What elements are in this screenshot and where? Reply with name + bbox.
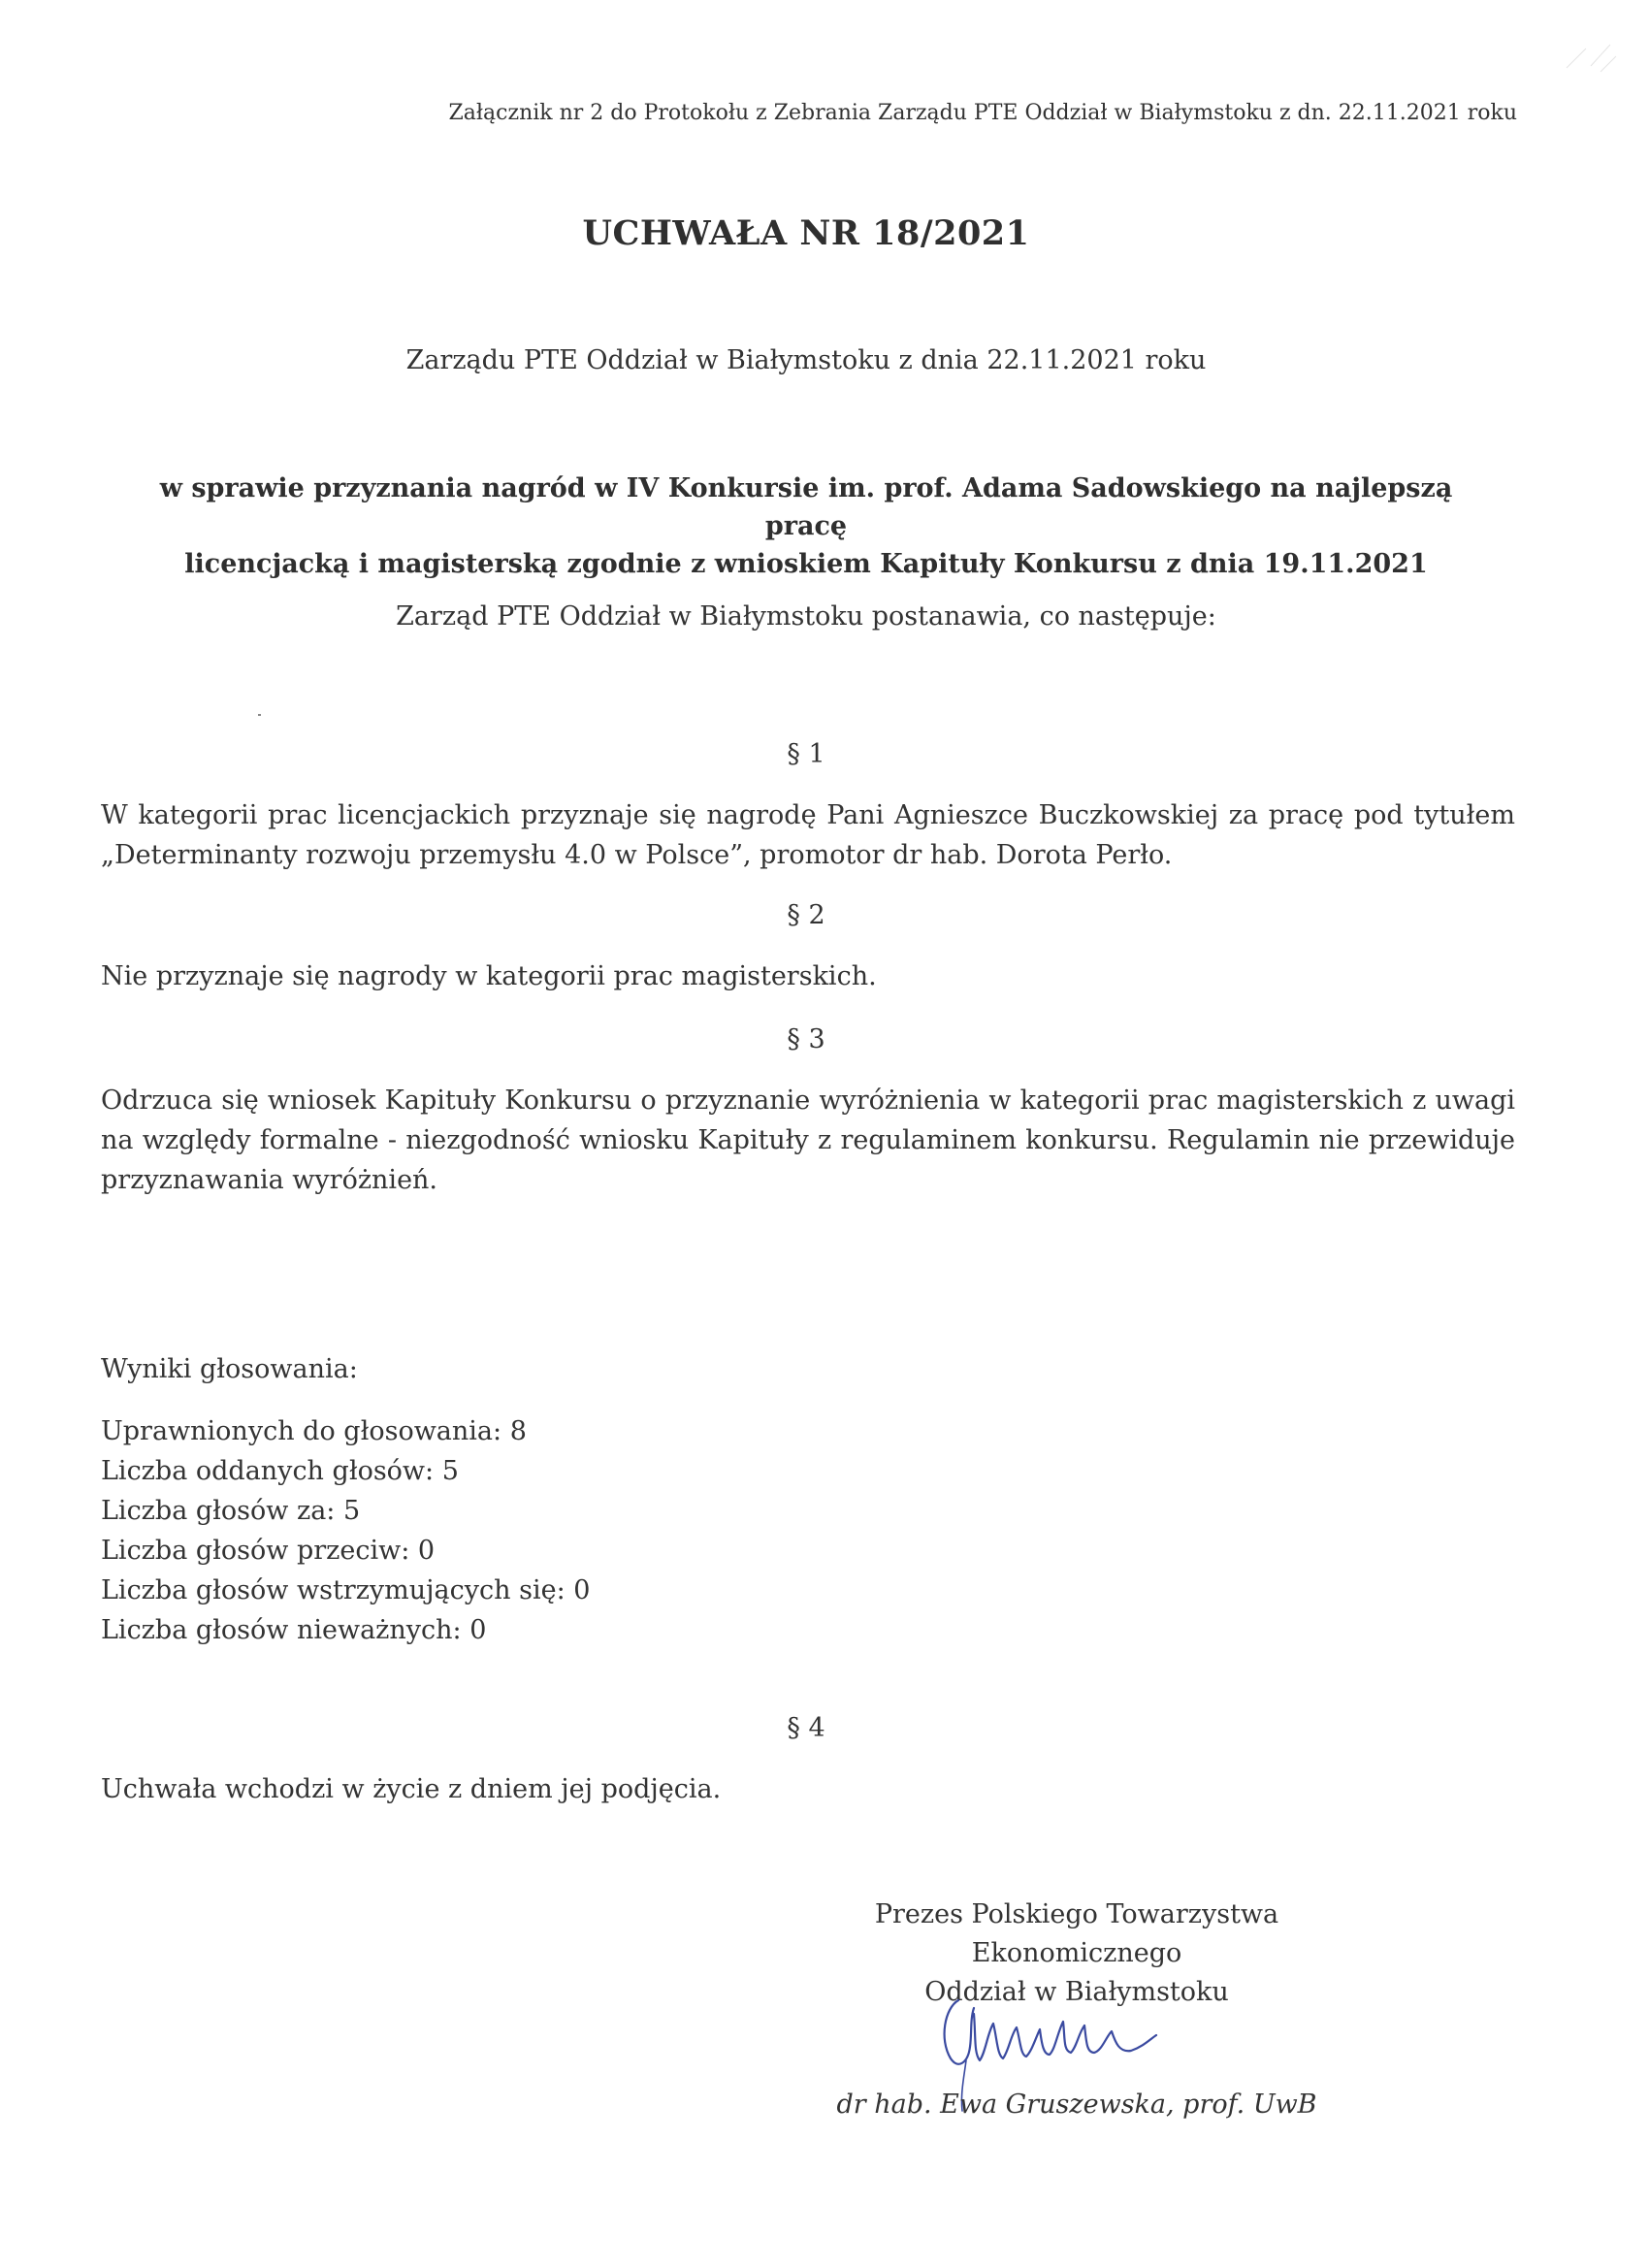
voting-line: Liczba głosów wstrzymujących się: 0 [101,1575,591,1605]
subject-line-2: licencjacką i magisterską zgodnie z wnioskiem Kapituły Konkursu z dnia 19.11.2021 [184,549,1428,579]
section-4-text: Uchwała wchodzi w życie z dniem jej podjęcia. [101,1774,722,1804]
scan-artifact [1562,39,1620,78]
voting-line: Liczba głosów przeciw: 0 [101,1536,436,1566]
section-3-text: Odrzuca się wniosek Kapituły Konkursu o przyznanie wyróżnienia w kategorii prac magisterskich z uwagi na względy formalne - niezgodność wniosku Kapituły z regulaminem konkursu. Regulamin nie przewiduje przyznawania wyróżnień. [101,1085,1515,1195]
voting-heading: Wyniki głosowania: [101,1354,358,1384]
subject-line-1: w sprawie przyznania nagród w IV Konkursie im. prof. Adama Sadowskiego na najlepszą pracę [159,473,1453,541]
attachment-note: Załącznik nr 2 do Protokołu z Zebrania Zarządu PTE Oddział w Białymstoku z dn. 22.11.2021 roku [448,101,1517,125]
resolution-subject [136,470,1476,583]
section-1-sign: § 1 [787,739,825,769]
resolution-subtitle: Zarządu PTE Oddział w Białymstoku z dnia 22.11.2021 roku [405,345,1207,375]
section-2-sign: § 2 [787,900,825,930]
section-1-text: W kategorii prac licencjackich przyznaje się nagrodę Pani Agnieszce Buczkowskiej za pracę pod tytułem „Determinanty rozwoju przemysłu 4.0 w Polsce”, promotor dr hab. Dorota Perło. [101,800,1515,870]
voting-line: Liczba głosów za: 5 [101,1496,361,1526]
scan-speck [258,714,261,716]
section-3-sign: § 3 [787,1024,825,1054]
signatory-role-line-1: Prezes Polskiego Towarzystwa Ekonomicznego [874,1899,1279,1968]
voting-line: Liczba głosów nieważnych: 0 [101,1615,487,1645]
voting-line: Liczba oddanych głosów: 5 [101,1456,459,1486]
decision-intro: Zarząd PTE Oddział w Białymstoku postanawia, co następuje: [396,601,1216,632]
section-2-text: Nie przyznaje się nagrody w kategorii prac magisterskich. [101,961,877,991]
signatory-name: dr hab. Ewa Gruszewska, prof. UwB [836,2090,1317,2120]
section-4-sign: § 4 [787,1713,825,1743]
resolution-title: UCHWAŁA NR 18/2021 [582,213,1030,253]
signatory-role-line-2: Oddział w Białymstoku [924,1977,1229,2007]
voting-line: Uprawnionych do głosowania: 8 [101,1416,527,1446]
